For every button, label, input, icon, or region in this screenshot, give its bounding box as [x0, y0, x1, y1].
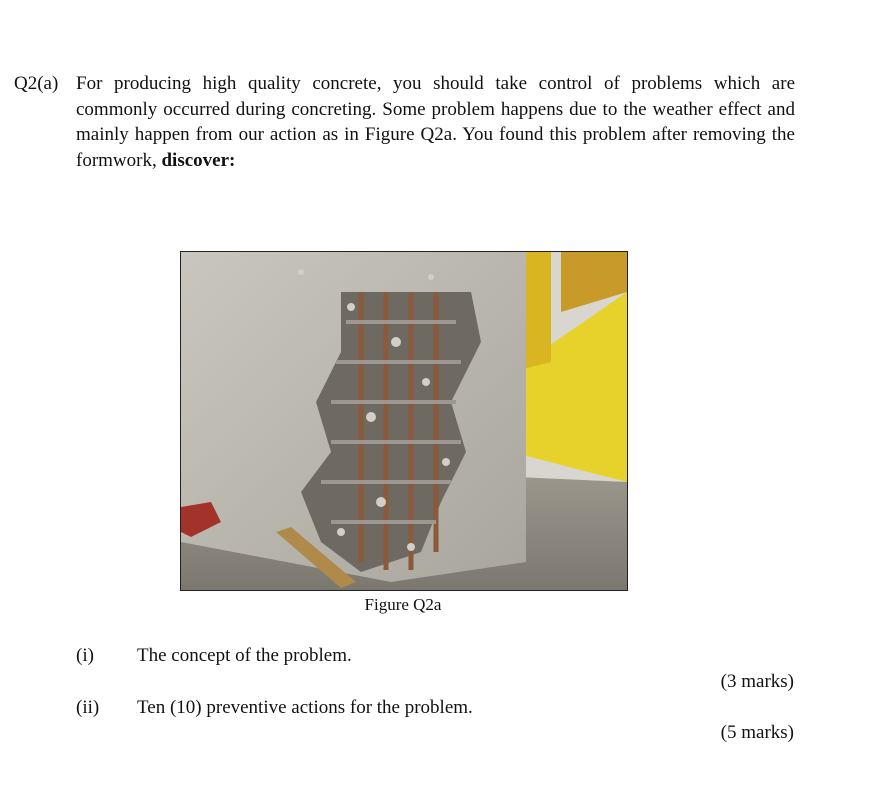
question-text — [76, 71, 795, 173]
figure-caption: Figure Q2a — [364, 595, 442, 614]
figure-photo — [180, 251, 628, 591]
question-label: Q2(a) — [14, 73, 59, 94]
question-body: For producing high quality concrete, you should take control of problems which are commonly occurred during concreting. Some problem happens due to the weather effect and mainly happen from our action as in Figure Q2a. You found this problem after removing the formwork, — [76, 73, 795, 171]
subquestion-text: The concept of the problem. — [137, 645, 352, 666]
subquestion-number: (ii) — [76, 697, 100, 718]
subquestion-number: (i) — [76, 645, 94, 666]
question-emphasis: discover: — [161, 149, 236, 171]
subquestion-marks: (3 marks) — [720, 671, 794, 692]
honeycombed-column-illustration — [181, 252, 627, 590]
subquestion-marks: (5 marks) — [720, 722, 794, 743]
subquestion-text: Ten (10) preventive actions for the problem. — [137, 697, 473, 718]
